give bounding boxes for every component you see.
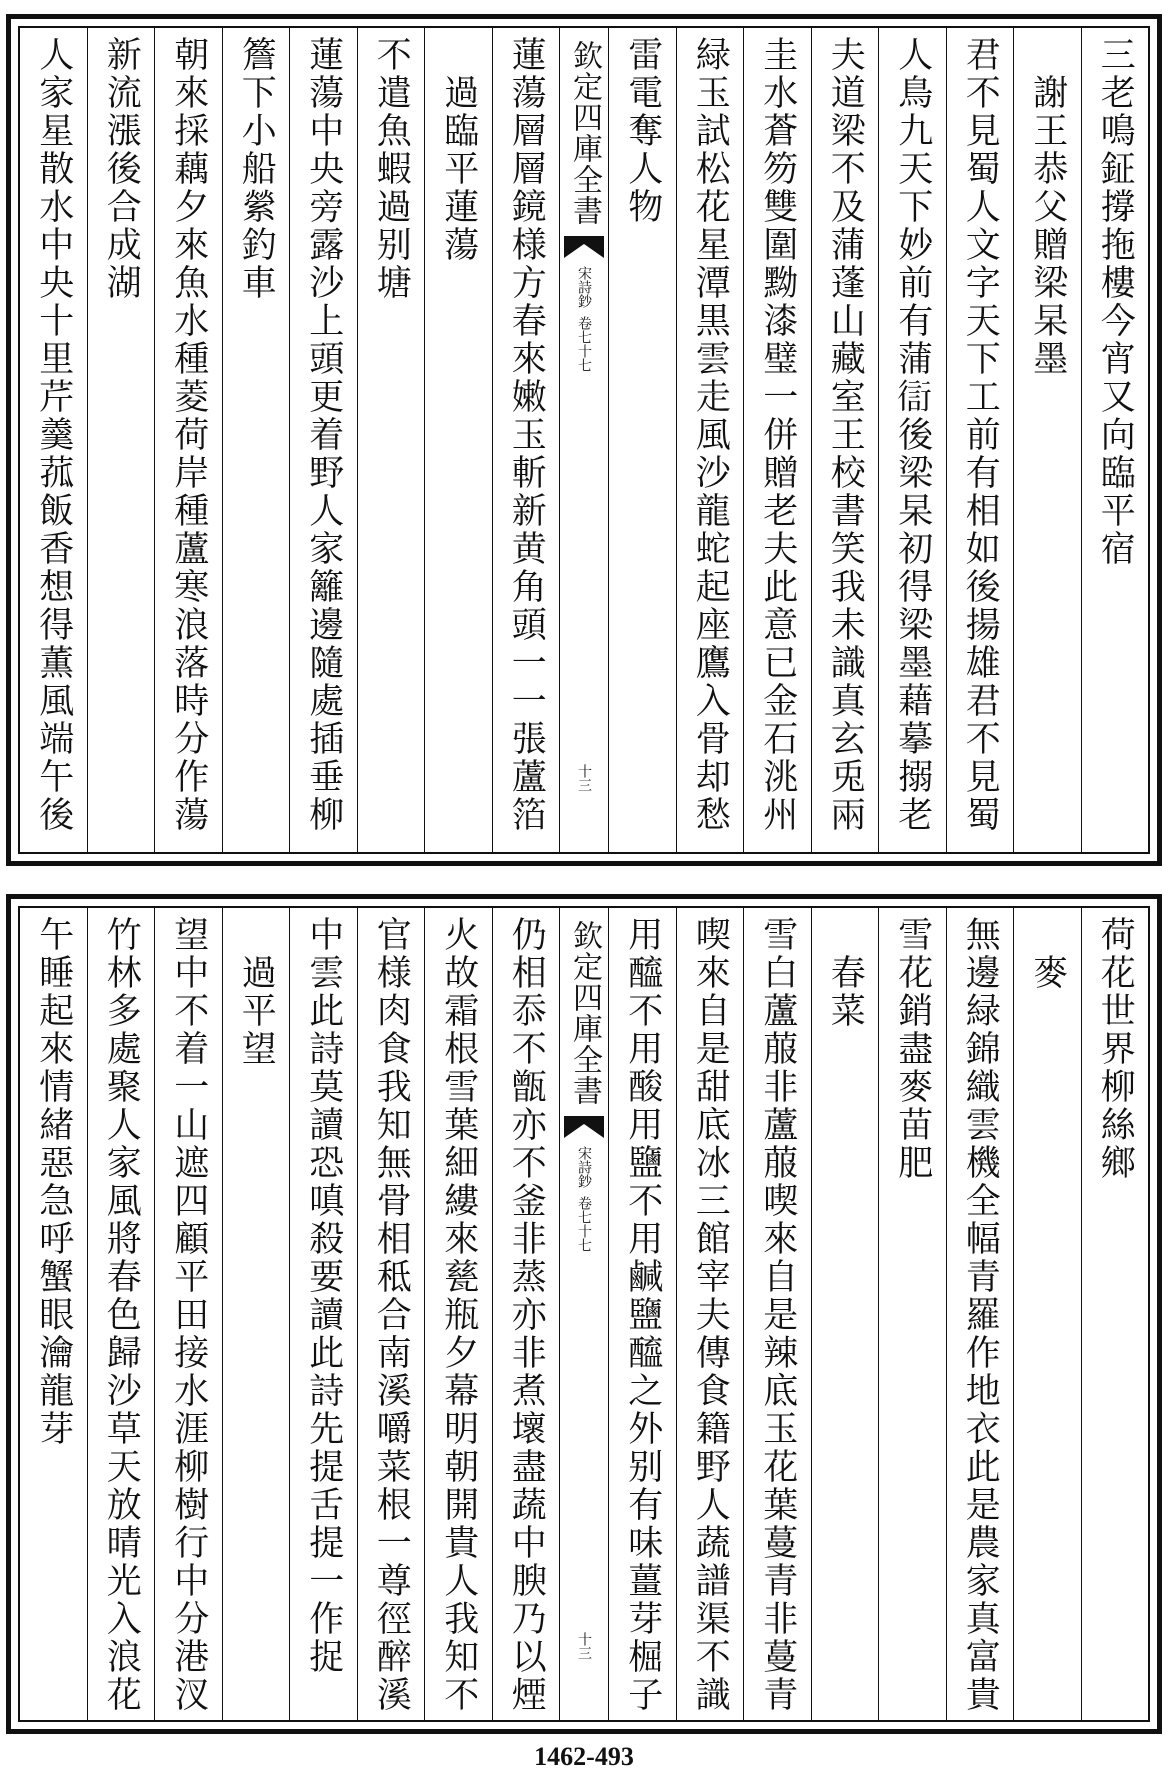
text-column: 麥 <box>1013 908 1081 1720</box>
text-column: 火故霜根雪葉細縷來甆瓶夕幕明朝開貴人我知不 <box>424 908 492 1720</box>
fish-tail-mark-icon <box>564 1116 604 1138</box>
page-footer-number: 1462-493 <box>534 1742 634 1771</box>
text-column: 喫來自是甜底冰三館宰夫傳食籍野人蔬譜渠不識 <box>676 908 744 1720</box>
text-column: 新流漲後合成湖 <box>87 28 155 852</box>
top-page-columns <box>18 26 1150 854</box>
text-column: 蓮蕩中央旁露沙上頭更着野人家籬邊隨處插垂柳 <box>289 28 357 852</box>
page-number: 十三 <box>576 1632 592 1660</box>
text-column: 荷花世界柳絲鄉 <box>1081 908 1149 1720</box>
text-column: 簷下小船縈釣車 <box>222 28 290 852</box>
text-column: 緑玉試松花星潭黒雲走風沙龍蛇起座鷹入骨却愁 <box>676 28 744 852</box>
book-title: 宋詩鈔 <box>576 266 592 308</box>
bottom-page-columns <box>18 906 1150 1722</box>
text-column: 朝來採藕夕來魚水種菱荷岸種蘆寒浪落時分作蕩 <box>154 28 222 852</box>
text-column: 中雲此詩莫讀恐嗔殺要讀此詩先提舌提一作捉 <box>289 908 357 1720</box>
text-column: 午睡起來情緒惡急呼蟹眼瀹龍芽 <box>33 916 74 1448</box>
text-column: 官様肉食我知無骨相秪合南溪嚼菜根一尊徑醉溪 <box>357 908 425 1720</box>
text-column: 不遣魚蝦過别塘 <box>357 28 425 852</box>
text-column: 君不見蜀人文字天下工前有相如後揚雄君不見蜀 <box>946 28 1014 852</box>
page-number: 十三 <box>576 764 592 792</box>
text-column: 夫道梁不及蒲蓬山藏室王校書笑我未識真玄兎兩 <box>811 28 879 852</box>
volume-number: 卷七十七 <box>576 1196 592 1252</box>
fish-tail-mark-icon <box>564 236 604 258</box>
text-column: 仍相忝不甑亦不釜非蒸亦非煮壞盡蔬中腴乃以煙 <box>492 908 560 1720</box>
text-column: 無邊緑錦織雲機全幅青羅作地衣此是農家真富貴 <box>946 908 1014 1720</box>
volume-number: 卷七十七 <box>576 316 592 372</box>
book-series-title: 欽定四庫全書 <box>567 920 602 1106</box>
text-column: 雪花銷盡麥苗肥 <box>878 908 946 1720</box>
text-column: 雪白蘆菔非蘆菔喫來自是辣底玉花葉蔓青非蔓青 <box>743 908 811 1720</box>
book-series-title: 欽定四庫全書 <box>567 40 602 226</box>
text-column: 雷電奪人物 <box>608 28 676 852</box>
text-column: 謝王恭父贈梁杲墨 <box>1013 28 1081 852</box>
text-column: 圭水蒼笏雙圍黝漆璧一併贈老夫此意已金石洮州 <box>743 28 811 852</box>
text-column: 人家星散水中央十里芹羹菰飯香想得薫風端午後 <box>33 36 74 834</box>
text-column: 蓮蕩層層鏡様方春來嫩玉斬新黄角頭一一張蘆箔 <box>492 28 560 852</box>
text-column: 三老鳴鉦撐拖樓今宵又向臨平宿 <box>1081 28 1149 852</box>
text-column: 望中不着一山遮四顧平田接水涯柳樹行中分港汊 <box>154 908 222 1720</box>
text-column: 春菜 <box>811 908 879 1720</box>
book-title: 宋詩鈔 <box>576 1146 592 1188</box>
text-column: 過臨平蓮蕩 <box>424 28 492 852</box>
center-margin <box>559 28 608 852</box>
text-column: 竹林多處聚人家風將春色歸沙草天放晴光入浪花 <box>87 908 155 1720</box>
text-column: 用醯不用酸用鹽不用鹹鹽醯之外别有味薑芽㭾子 <box>608 908 676 1720</box>
top-page <box>6 14 1162 866</box>
text-column: 過平望 <box>222 908 290 1720</box>
bottom-page <box>6 894 1162 1734</box>
center-margin <box>559 908 608 1720</box>
text-column: 人鳥九天下妙前有蒲𧗳後梁杲初得梁墨藉摹搦老 <box>878 28 946 852</box>
